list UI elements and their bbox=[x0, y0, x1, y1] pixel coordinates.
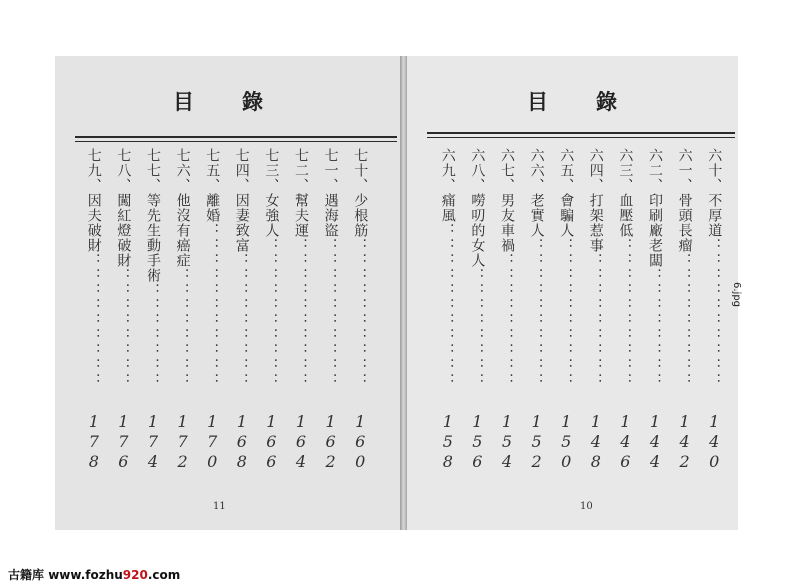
toc-entry-page-number: 166 bbox=[261, 412, 281, 472]
toc-entry-title: 六十、不厚道：：：：：：：：：： bbox=[706, 148, 723, 388]
toc-entry-title: 六六、老實人：：：：：：：：：： bbox=[528, 148, 545, 388]
toc-entry-page-number: 158 bbox=[438, 412, 458, 472]
toc-entry bbox=[672, 148, 698, 478]
toc-entry bbox=[140, 148, 166, 478]
right-page bbox=[407, 56, 738, 530]
left-page bbox=[55, 56, 400, 530]
toc-entry bbox=[642, 148, 668, 478]
toc-entry-title: 七七、等先生動手術：：：：：：： bbox=[145, 148, 161, 388]
book-spread bbox=[55, 56, 738, 530]
toc-entry bbox=[612, 148, 638, 478]
toc-entry-page-number: 162 bbox=[321, 412, 341, 472]
toc-entry-title: 六五、會騙人：：：：：：：：：： bbox=[558, 148, 575, 388]
toc-entry-page-number: 164 bbox=[291, 412, 311, 472]
toc-entry-title: 七六、他沒有癌症：：：：：：：： bbox=[174, 148, 191, 388]
toc-entry-title: 七五、離婚：：：：：：：：：：： bbox=[204, 148, 221, 388]
toc-entry bbox=[524, 148, 550, 478]
toc-entry-page-number: 160 bbox=[350, 412, 370, 472]
toc-entry-title: 六七、男友車禍：：：：：：：：： bbox=[499, 148, 515, 388]
toc-entry-title: 六二、印刷廠老闆：：：：：：：： bbox=[647, 148, 663, 388]
toc-entry bbox=[435, 148, 461, 478]
toc-entry-page-number: 172 bbox=[173, 412, 193, 472]
site-url[interactable]: www.fozhu920.com bbox=[48, 568, 181, 582]
toc-entry bbox=[318, 148, 344, 478]
right-title-rule-bottom bbox=[427, 137, 735, 138]
toc-entry-title: 七二、幫夫運：：：：：：：：：： bbox=[293, 148, 309, 388]
toc-entry-page-number: 150 bbox=[556, 412, 576, 472]
toc-entry-title: 七八、闖紅燈破財：：：：：：：： bbox=[115, 148, 132, 388]
toc-entry-title: 七一、遇海盜：：：：：：：：：： bbox=[322, 148, 339, 388]
toc-entry-page-number: 148 bbox=[586, 412, 606, 472]
left-title-rule-bottom bbox=[75, 141, 397, 142]
site-footer bbox=[8, 566, 180, 583]
toc-entry-title: 七十、少根筋：：：：：：：：：： bbox=[352, 148, 369, 388]
toc-entry-title: 六八、嘮叨的女人：：：：：：：： bbox=[469, 148, 486, 388]
toc-entry-page-number: 140 bbox=[704, 412, 724, 472]
toc-entry bbox=[81, 148, 107, 478]
toc-entry-page-number: 174 bbox=[143, 412, 163, 472]
left-page-title: 目 錄 bbox=[173, 89, 265, 114]
toc-entry-title: 六三、血壓低：：：：：：：：：： bbox=[617, 148, 634, 388]
toc-entry-title: 六一、骨頭長瘤：：：：：：：：： bbox=[676, 148, 693, 388]
toc-entry-page-number: 152 bbox=[527, 412, 547, 472]
toc-entry bbox=[347, 148, 373, 478]
toc-entry bbox=[199, 148, 225, 478]
toc-entry-page-number: 154 bbox=[497, 412, 517, 472]
toc-entry-title: 七九、因夫破財：：：：：：：：： bbox=[85, 148, 102, 388]
right-title-rule-top bbox=[427, 132, 735, 134]
right-page-number: 10 bbox=[580, 501, 593, 512]
file-name-label: 6.jpg bbox=[731, 282, 742, 308]
right-toc-list bbox=[433, 148, 729, 478]
toc-entry bbox=[464, 148, 490, 478]
toc-entry-page-number: 146 bbox=[615, 412, 635, 472]
toc-entry bbox=[170, 148, 196, 478]
toc-entry bbox=[258, 148, 284, 478]
toc-entry bbox=[583, 148, 609, 478]
right-page-title: 目 錄 bbox=[527, 89, 619, 114]
toc-entry-page-number: 178 bbox=[84, 412, 104, 472]
toc-entry-page-number: 168 bbox=[232, 412, 252, 472]
left-page-number: 11 bbox=[213, 501, 226, 512]
toc-entry-page-number: 170 bbox=[202, 412, 222, 472]
toc-entry-page-number: 156 bbox=[467, 412, 487, 472]
toc-entry bbox=[494, 148, 520, 478]
toc-entry-title: 六九、痛風：：：：：：：：：：： bbox=[439, 148, 456, 388]
toc-entry-page-number: 176 bbox=[113, 412, 133, 472]
toc-entry bbox=[110, 148, 136, 478]
toc-entry-page-number: 144 bbox=[645, 412, 665, 472]
toc-entry-title: 七三、女強人：：：：：：：：：： bbox=[263, 148, 280, 388]
toc-entry-title: 六四、打架惹事：：：：：：：：： bbox=[587, 148, 604, 388]
toc-entry-title: 七四、因妻致富：：：：：：：：： bbox=[233, 148, 250, 388]
left-title-rule-top bbox=[75, 136, 397, 138]
toc-entry bbox=[288, 148, 314, 478]
book-gutter bbox=[400, 56, 407, 530]
toc-entry bbox=[229, 148, 255, 478]
toc-entry bbox=[701, 148, 727, 478]
toc-entry bbox=[553, 148, 579, 478]
toc-entry-page-number: 142 bbox=[675, 412, 695, 472]
site-name: 古籍库 bbox=[8, 568, 45, 582]
left-toc-list bbox=[79, 148, 375, 478]
